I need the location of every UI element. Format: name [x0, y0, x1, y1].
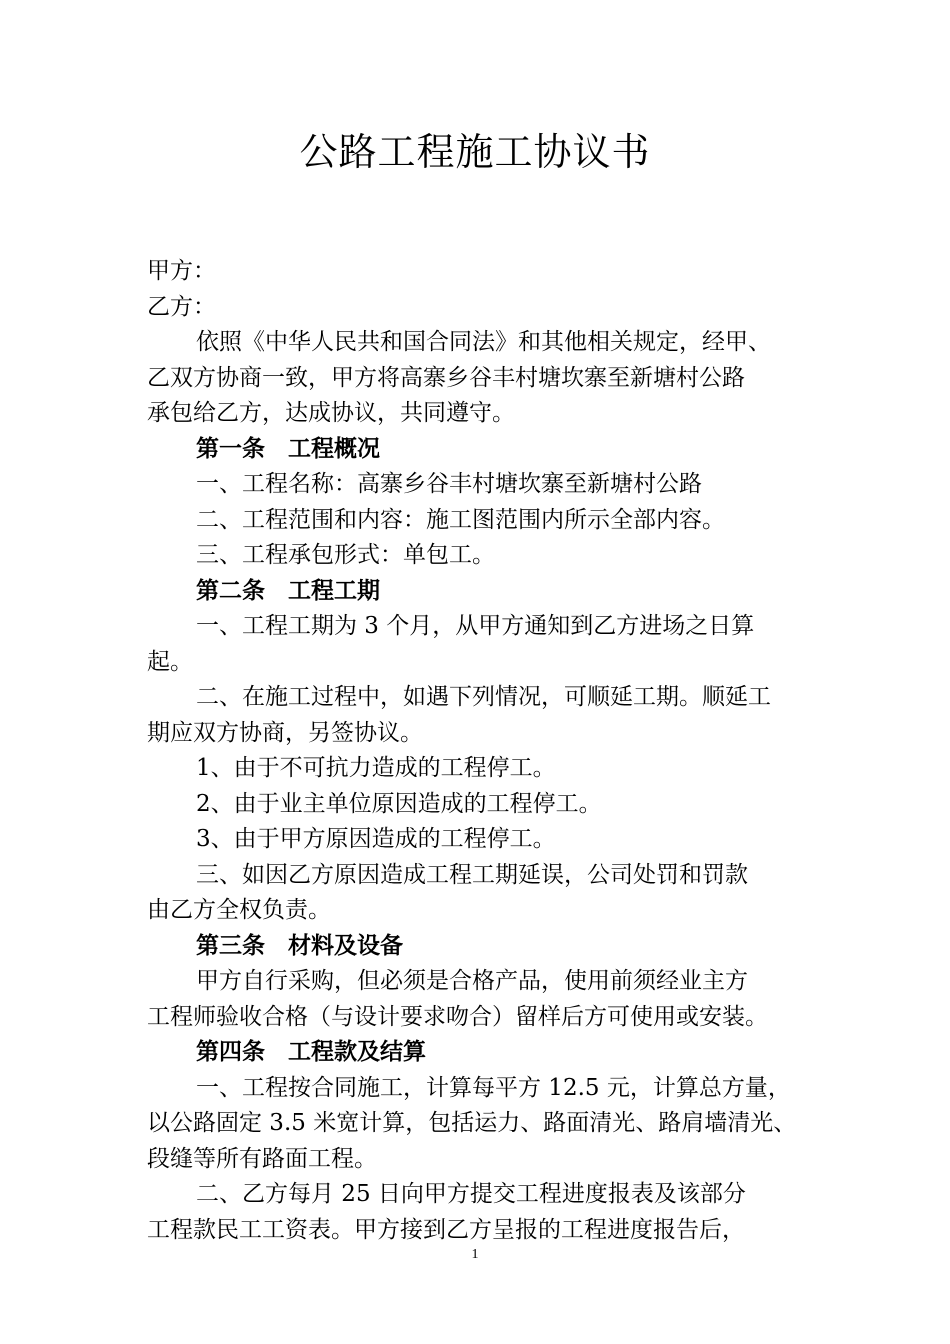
article-2-heading: 第二条 工程工期 — [196, 577, 380, 604]
article-3-line-2: 工程师验收合格（与设计要求吻合）留样后方可使用或安装。 — [147, 1003, 768, 1030]
page-number: 1 — [471, 1247, 479, 1262]
article-2-item-1-line-2: 起。 — [147, 648, 193, 675]
article-4-heading: 第四条 工程款及结算 — [196, 1039, 426, 1065]
article-3-line-1: 甲方自行采购，但必须是合格产品，使用前须经业主方 — [196, 968, 748, 994]
article-1-heading: 第一条 工程概况 — [196, 435, 380, 462]
article-2-item-2-line-2: 期应双方协商，另签协议。 — [147, 719, 423, 746]
article-3-heading: 第三条 材料及设备 — [196, 932, 403, 959]
document-body — [147, 254, 827, 1248]
article-2-item-2-line-1: 二、在施工过程中，如遇下列情况，可顺延工期。顺延工 — [196, 684, 771, 710]
article-2-item-1-line-1: 一、工程工期为 3 个月，从甲方通知到乙方进场之日算 — [196, 613, 755, 639]
party-a-line: 甲方： — [147, 258, 216, 284]
article-2-item-3-line-2: 由乙方全权负责。 — [147, 897, 331, 923]
article-1-item-2: 二、工程范围和内容：施工图范围内所示全部内容。 — [196, 506, 725, 533]
preamble-line-2: 乙双方协商一致，甲方将高寨乡谷丰村塘坎寨至新塘村公路 — [147, 364, 745, 391]
preamble-line-1: 依照《中华人民共和国合同法》和其他相关规定，经甲、 — [196, 329, 771, 355]
party-b-line: 乙方： — [147, 293, 216, 320]
article-4-item-1-line-1: 一、工程按合同施工，计算每平方 12.5 元，计算总方量， — [196, 1074, 791, 1101]
document-title: 公路工程施工协议书 — [299, 130, 651, 174]
article-4-item-2-line-2: 工程款民工工资表。甲方接到乙方呈报的工程进度报告后， — [147, 1216, 745, 1243]
article-2-item-3-line-1: 三、如因乙方原因造成工程工期延误，公司处罚和罚款 — [196, 861, 748, 888]
article-2-subitem-1: 1、由于不可抗力造成的工程停工。 — [196, 755, 556, 781]
article-2-subitem-3: 3、由于甲方原因造成的工程停工。 — [196, 826, 556, 852]
article-2-subitem-2: 2、由于业主单位原因造成的工程停工。 — [196, 790, 602, 817]
preamble-line-3: 承包给乙方，达成协议，共同遵守。 — [147, 400, 515, 426]
article-4-item-1-line-3: 段缝等所有路面工程。 — [147, 1145, 377, 1172]
article-4-item-2-line-1: 二、乙方每月 25 日向甲方提交工程进度报表及该部分 — [196, 1181, 746, 1207]
article-4-item-1-line-2: 以公路固定 3.5 米宽计算，包括运力、路面清光、路肩墙清光、 — [147, 1110, 797, 1136]
article-1-item-3: 三、工程承包形式：单包工。 — [196, 542, 495, 568]
article-1-item-1: 一、工程名称：高寨乡谷丰村塘坎寨至新塘村公路 — [196, 471, 702, 497]
